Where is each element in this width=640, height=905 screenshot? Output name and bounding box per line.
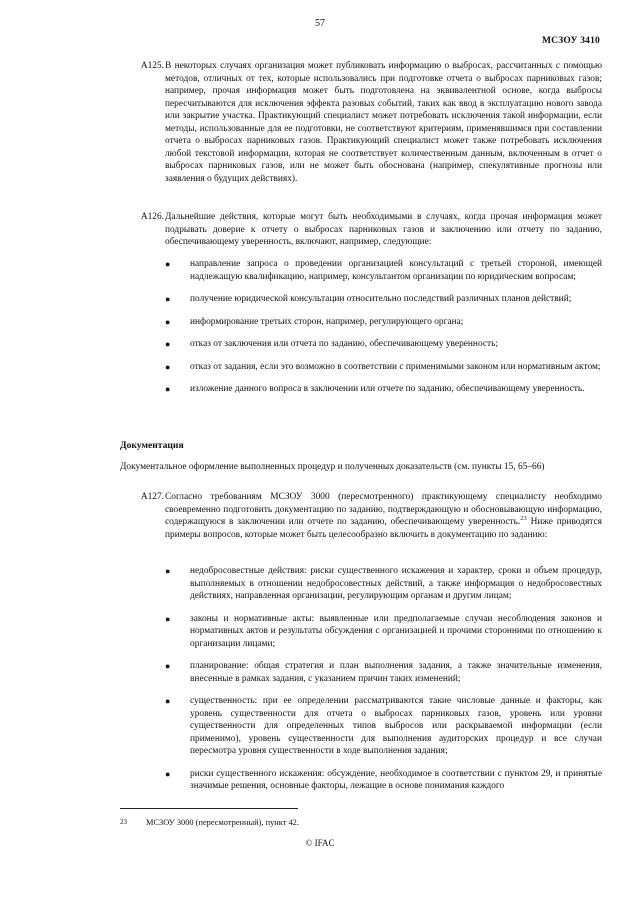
list-item: ● изложение данного вопроса в заключении или отчете по заданию, обеспечивающему уверенность. <box>165 384 585 394</box>
list-item: ● отказ от заключения или отчета по заданию, обеспечивающему уверенность; <box>165 339 499 349</box>
footnote-reference[interactable]: 23 <box>520 514 527 522</box>
paragraph-number: A126. <box>140 212 164 222</box>
paragraph-number: A127. <box>140 492 164 502</box>
bullet-icon: ● <box>165 316 171 327</box>
bullet-icon: ● <box>165 613 171 624</box>
a126-bullet-list <box>165 258 602 406</box>
bullet-icon: ● <box>165 566 171 576</box>
paragraph-a126 <box>140 211 602 249</box>
paragraph-text: Дальнейшие действия, которые могут быть необходимыми в случаях, когда прочая информация может подрывать доверие к отчету о выбросах парниковых газов и заключению или отчету по заданию, обеспечивающему уверенность, включают, например, следующие: <box>165 212 602 247</box>
a127-bullet-list <box>165 565 602 803</box>
list-item: ● недобросовестные действия: риски существенного искажения и характер, сроки и объем процедур, выполняемых в отношении недобросовестных действий, а также информация о недобросовестных действиях, направленная организации, регулирующим органам и другим лицам; <box>165 566 602 601</box>
paragraph-text: В некоторых случаях организация может публиковать информацию о выбросах, рассчитанных с помощью методов, отличных от тех, которые использовались при подготовке отчета о выбросах парниковых газов; например, прочая информация может быть подготовлена на эквивалентной основе, когда выбросы пересчитываются для исключения эффекта разовых событий, таких как ввод в эксплуатацию нового завода или закрытие участка. Практикующий специалист может потребовать исключения такой информации, если методы, использованные для ее подготовки, не соответствуют критериям, применявшимся при составлении отчета о выбросах парниковых газов. Практикующий специалист может также потребовать исключения любой текстовой информации, которая не соответствует количественным данным, включенным в отчет о выбросах парниковых газов, или не может быть обоснована (например, спекулятивные прогнозы или заявления о будущих действиях). <box>165 61 602 184</box>
footnote <box>120 818 299 827</box>
footnote-number: 23 <box>120 818 127 826</box>
paragraph-a127 <box>140 491 602 541</box>
bullet-icon: ● <box>165 339 171 349</box>
list-item: ● риски существенного искажения: обсуждение, необходимое в соответствии с пунктом 29, и принятые значимые решения, основные факторы, лежащие в основе понимания каждого <box>165 768 602 791</box>
list-item: ● законы и нормативные акты: выявленные или предполагаемые случаи несоблюдения законов и нормативных актов и результаты обсуждения с организацией и прочими сторонними по отношению к организации лицами; <box>165 613 602 649</box>
bullet-icon: ● <box>165 384 171 394</box>
list-item: ● получение юридической консультации относительно последствий различных планов действий; <box>165 294 572 304</box>
bullet-icon: ● <box>165 294 171 304</box>
document-reference: МСЗОУ 3410 <box>541 36 600 46</box>
bullet-icon: ● <box>165 661 171 671</box>
bullet-icon: ● <box>165 696 171 706</box>
footnote-text: МСЗОУ 3000 (пересмотренный), пункт 42. <box>146 818 299 827</box>
section-intro: Документальное оформление выполненных процедур и полученных доказательств (см. пункты 15, 65–66) <box>120 462 545 472</box>
footnote-divider <box>120 808 298 809</box>
list-item: ● отказ от задания, если это возможно в соответствии с применимыми законом или нормативным актом; <box>165 361 601 372</box>
bullet-icon: ● <box>165 259 171 269</box>
list-item: ● информирование третьих сторон, например, регулирующего органа; <box>165 316 464 327</box>
page-footer: © IFAC <box>305 838 335 848</box>
section-heading: Документация <box>120 440 184 451</box>
paragraph-a125 <box>140 60 602 185</box>
page-number: 57 <box>315 18 325 29</box>
paragraph-text: Согласно требованиям МСЗОУ 3000 (пересмотренного) практикующему специалисту необходимо своевременно подготовить документацию по заданию, подтверждающую и обосновывающую информацию, содержащуюся в заключении или отчете по заданию, обеспечивающему уверенность. <box>165 492 602 527</box>
list-item: ● существенность: при ее определении рассматриваются такие числовые данные и факторы, как уровень существенности для отчета о выбросах парниковых газов, уровень или уровни существенности для определенных типов выбросов или раскрываемой информации (если применимо), уровень существенности для выполнения аудиторских процедур и все случаи пересмотра уровня существенности в ходе выполнения задания; <box>165 696 602 756</box>
paragraph-number: A125. <box>140 61 164 71</box>
bullet-icon: ● <box>165 768 171 779</box>
list-item: ● направление запроса о проведении организацией консультаций с третьей стороной, имеющей надлежащую квалификацию, например, консультантом организации по юридическим вопросам; <box>165 259 602 282</box>
list-item: ● планирование: общая стратегия и план выполнения задания, а также значительные изменения, внесенные в рамках задания, с указанием причин таких изменений; <box>165 661 602 684</box>
bullet-icon: ● <box>165 361 171 372</box>
paragraph-text-continued: Ниже приводятся примеры вопросов, которые может быть целесообразно включить в документацию по заданию: <box>165 517 602 540</box>
